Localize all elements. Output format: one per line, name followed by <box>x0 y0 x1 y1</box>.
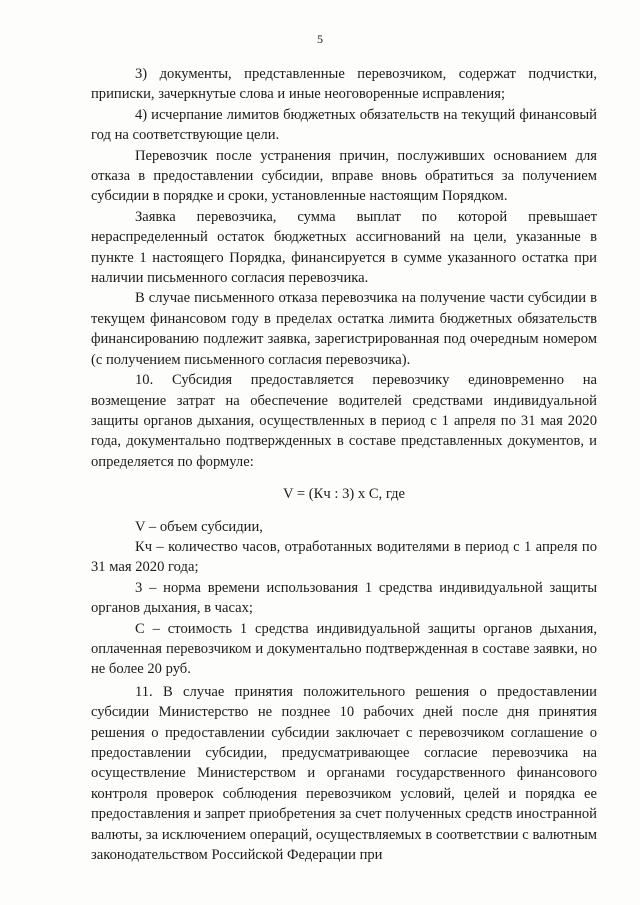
document-body <box>91 64 597 865</box>
definition-v: V – объем субсидии, <box>135 518 263 535</box>
definition-kch: Кч – количество часов, отработанных водителями в период с 1 апреля по 31 мая 2020 года; <box>91 538 597 576</box>
paragraph-clause-11: 11. В случае принятия положительного решения о предоставлении субсидии Министерство не позднее 10 рабочих дней после дня принятия решения о предоставлении субсидии заключает с перевозчиком соглашение о предоставлении субсидии, предусматривающее согласие перевозчика на осуществление Министерством и органами государственного финансового контроля проверок соблюдения перевозчиком условий, целей и порядка ее предоставления и запрет приобретения за счет полученных средств иностранной валюты, за исключением операций, осуществляемых в соответствии с валютным законодательством Российской Федерации при <box>91 683 597 864</box>
paragraph-clause-10: 10. Субсидия предоставляется перевозчику единовременно на возмещение затрат на обеспечение водителей средствами индивидуальной защиты органов дыхания, осуществленных в период с 1 апреля по 31 мая 2020 года, документально подтвержденных в составе представленных документов, и определяется по формуле: <box>91 372 597 470</box>
definition-norm: 3 – норма времени использования 1 средства индивидуальной защиты органов дыхания, в часах; <box>91 579 597 617</box>
paragraph-item-4: 4) исчерпание лимитов бюджетных обязательств на текущий финансовый год на соответствующие цели. <box>91 106 597 144</box>
subsidy-formula: V = (Кч : 3) х С, где <box>282 486 406 503</box>
definition-cost: С – стоимость 1 средства индивидуальной защиты органов дыхания, оплаченная перевозчиком и документально подтвержденная в составе заявки, но не более 20 руб. <box>91 620 597 678</box>
paragraph-written-refusal: В случае письменного отказа перевозчика на получение части субсидии в текущем финансовом году в пределах остатка лимита бюджетных обязательств финансированию подлежит заявка, зарегистрированная под очередным номером (с получением письменного согласия перевозчика). <box>91 290 597 368</box>
page-number: 5 <box>317 32 323 46</box>
paragraph-application-excess: Заявка перевозчика, сумма выплат по которой превышает нераспределенный остаток бюджетных ассигнований на цели, указанные в пункте 1 настоящего Порядка, финансируется в сумме указанного остатка при наличии письменного согласия перевозчика. <box>91 208 597 287</box>
paragraph-item-3: 3) документы, представленные перевозчиком, содержат подчистки, приписки, зачеркнутые слова и иные неоговоренные исправления; <box>91 66 597 103</box>
paragraph-reapply: Перевозчик после устранения причин, послуживших основанием для отказа в предоставлении субсидии, вправе вновь обратиться за получением субсидии в порядке и сроки, установленные настоящим Порядком. <box>91 147 597 205</box>
